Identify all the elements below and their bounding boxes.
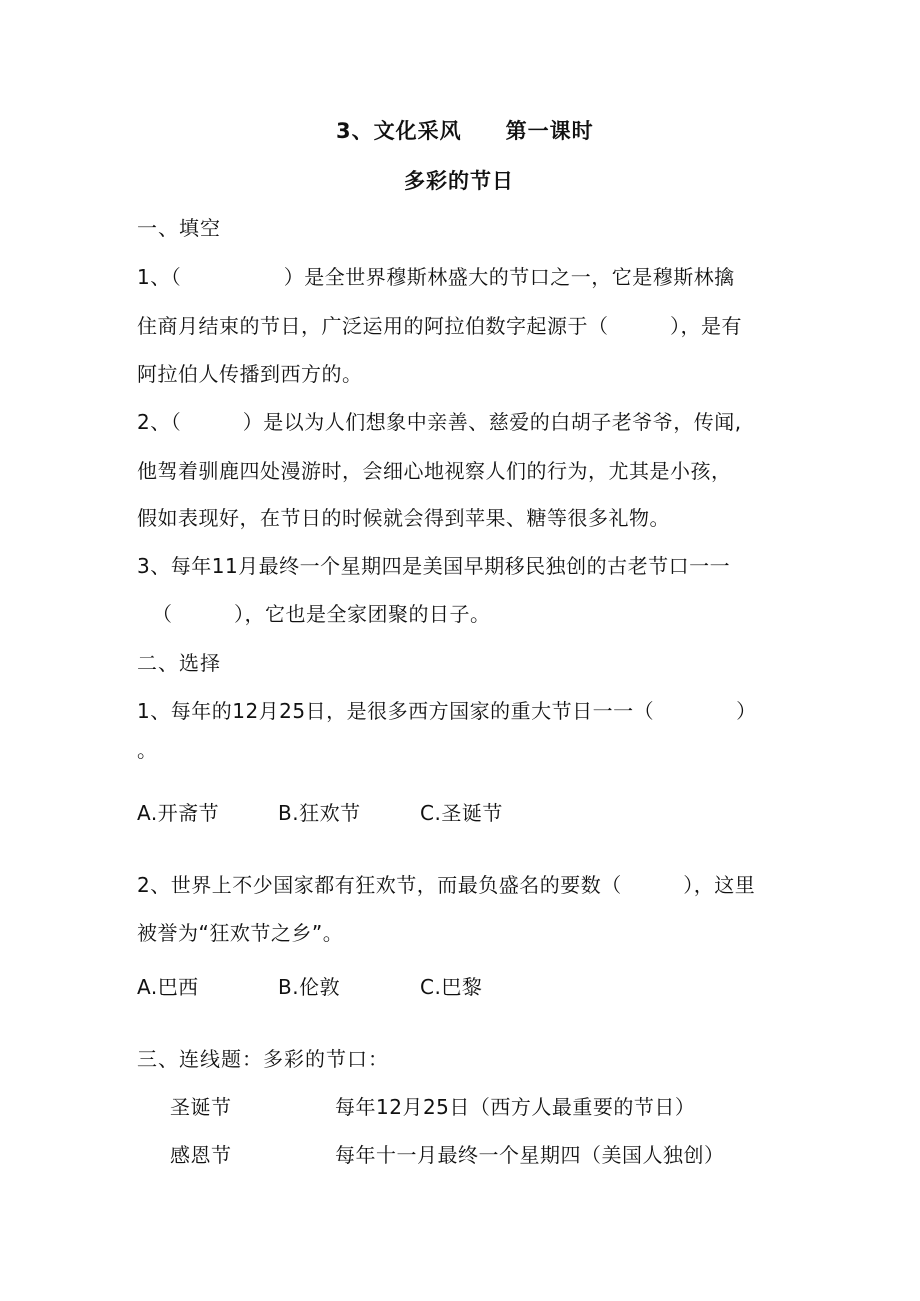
- worksheet-title: 3、文化采风 第一课时: [336, 119, 594, 143]
- option-b: B.伦敦: [278, 975, 341, 999]
- question-line: 。: [137, 738, 158, 762]
- question-line: 1、每年的12月25日，是很多西方国家的重大节日一一（ ）: [137, 699, 757, 723]
- question-line: （ ），它也是全家团聚的日子。: [152, 602, 491, 626]
- question-line: 假如表现好，在节日的时候就会得到苹果、糖等很多礼物。: [137, 506, 670, 530]
- option-a: A.巴西: [137, 975, 199, 999]
- question-line: 被誉为“狂欢节之乡”。: [137, 921, 344, 945]
- section-choice-heading: 二、选择: [137, 651, 221, 675]
- festival-description: 每年12月25日（西方人最重要的节日）: [335, 1095, 696, 1119]
- question-line: 2、（ ）是以为人们想象中亲善、慈爱的白胡子老爷爷，传闻,: [137, 410, 742, 434]
- option-c: C.巴黎: [420, 975, 483, 999]
- festival-name: 圣诞节: [170, 1095, 232, 1119]
- question-line: 1、（ ）是全世界穆斯林盛大的节口之一，它是穆斯林擒: [137, 265, 735, 289]
- question-line: 2、世界上不少国家都有狂欢节，而最负盛名的要数（ ），这里: [137, 873, 756, 897]
- question-line: 住商月结束的节日，广泛运用的阿拉伯数字起源于（ ），是有: [137, 314, 742, 338]
- festival-description: 每年十一月最终一个星期四（美国人独创）: [335, 1143, 725, 1167]
- question-line: 阿拉伯人传播到西方的。: [137, 362, 363, 386]
- option-b: B.狂欢节: [278, 801, 361, 825]
- festival-name: 感恩节: [170, 1143, 232, 1167]
- section-matching-heading: 三、连线题：多彩的节口：: [137, 1047, 389, 1071]
- question-line: 他驾着驯鹿四处漫游时，会细心地视察人们的行为，尤其是小孩，: [137, 459, 732, 483]
- option-c: C.圣诞节: [420, 801, 503, 825]
- section-fill-in-heading: 一、填空: [137, 216, 221, 240]
- option-a: A.开斋节: [137, 801, 220, 825]
- worksheet-subtitle: 多彩的节日: [404, 169, 514, 193]
- question-line: 3、每年11月最终一个星期四是美国早期移民独创的古老节口一一: [137, 554, 731, 578]
